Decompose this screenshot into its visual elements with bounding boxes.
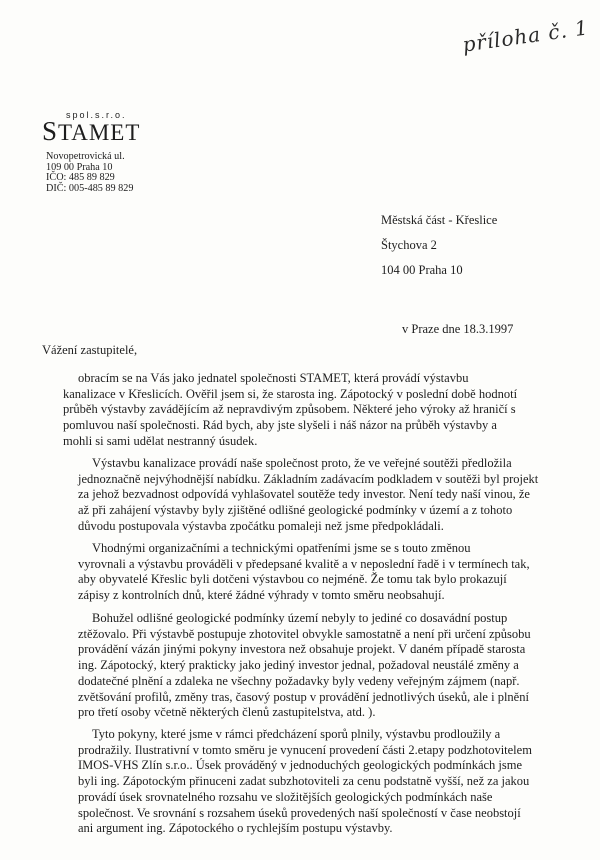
sender-city: 109 00 Praha 10 <box>46 161 113 173</box>
text-line: důvodu postupovala výstavba zpočátku pomaleji než jsme předpokládali. <box>78 518 444 533</box>
text-line: kanalizace v Křeslicích. Ověřil jsem si, že starosta ing. Zápotocký v poslední době hodnotí <box>63 386 518 401</box>
sender-dic: DIČ: 005-485 89 829 <box>46 182 134 194</box>
sender-address <box>46 152 133 194</box>
text-line: obracím se na Vás jako jednatel společnosti STAMET, která provádí výstavbu <box>78 371 469 385</box>
text-line: Bohužel odlišné geologické podmínky území nebyly to jediné co dosavádní postup <box>92 611 508 625</box>
company-form-label: spol.s.r.o. <box>66 110 127 120</box>
text-line: ztěžovalo. Při výstavbě postupuje zhotovitel obvykle samostatně a není při určení způsobu <box>78 626 531 641</box>
recipient-street: Štychova 2 <box>381 238 437 252</box>
text-line: Tyto pokyny, které jsme v rámci předcházení sporů plnily, výstavbu prodloužily a <box>92 727 501 741</box>
logo-initial: S <box>42 116 59 146</box>
text-line: pomluvou naší společnosti. Rád bych, aby jste slyšeli i náš názor na průběh výstavby a <box>63 418 497 433</box>
sender-ico: IČO: 485 89 829 <box>46 172 115 183</box>
salutation: Vážení zastupitelé, <box>42 343 138 357</box>
text-line: prodražily. Ilustrativní v tomto směru je vynucení provedení části 2.etapy podzhotovitelem <box>78 742 532 757</box>
paragraph-4 <box>78 611 578 721</box>
text-line: Výstavbu kanalizace provádí naše společnost proto, že ve veřejné soutěži předložila <box>92 456 512 470</box>
text-line: Vhodnými organizačními a technickými opatřeními jsme se s touto změnou <box>92 541 471 555</box>
text-line: až při zahájení výstavby byly zjištěné odlišné geologické podmínky v území a z tohoto <box>78 503 513 518</box>
text-line: ing. Zápotocký, který prakticky jako jediný investor jednal, požadoval neustálé změny a <box>78 658 519 673</box>
sender-street: Novopetrovická ul. <box>46 151 125 162</box>
text-line: dodatečné plnění a zdaleka ne všechny požadavky byly vedeny veřejným zájmem (např. <box>78 673 520 688</box>
paragraph-2 <box>78 456 578 535</box>
text-line: provádění vázán jinými pokyny investora než obsahuje projekt. V daném případě starosta <box>78 642 526 657</box>
handwritten-annotation: příloha č. 1 <box>460 15 591 57</box>
text-line: byli ing. Zápotockým přinuceni zadat subzhotoviteli za cenu podstatně vyšší, než za jakou <box>78 774 530 789</box>
recipient-block <box>381 208 497 283</box>
letter-date: v Praze dne 18.3.1997 <box>402 322 514 336</box>
paragraph-5 <box>78 727 578 837</box>
text-line: společnost. Ve srovnání s rozsahem úseků provedených naší společností v čase neobstojí <box>78 805 521 820</box>
text-line: zápisy z kontrolních dnů, které žádné výhrady v tomto směru neobsahují. <box>78 588 445 603</box>
text-line: ani argument ing. Zápotockého o rychlejším postupu výstavby. <box>78 821 393 836</box>
recipient-city: 104 00 Praha 10 <box>381 263 463 277</box>
text-line: provádí úsek srovnatelného rozsahu ve složitějších geologických podmínkách naše <box>78 789 493 804</box>
text-line: průběh výstavby zavádějícím až nepravdivým způsobem. Některé jeho výroky až hraničí s <box>63 402 516 417</box>
recipient-name: Městská část - Křeslice <box>381 213 498 227</box>
text-line: mohli si sami udělat nestranný úsudek. <box>63 433 258 448</box>
text-line: jednoznačně nejvýhodnější nabídku. Základním zadávacím podkladem v soutěži byl projekt <box>78 471 539 486</box>
text-line: IMOS-VHS Zlín s.r.o.. Úsek prováděný v jednoduchých geologických podmínkách jsme <box>78 758 523 773</box>
text-line: zvětšování profilů, změny tras, časový postup v provádění jednotlivých úseků, ale i plnění <box>78 689 529 704</box>
logo-rest: TAMET <box>58 120 141 145</box>
text-line: za jehož bezvadnost odpovídá vyhlašovatel soutěže tedy investor. Není tedy naší vinou, že <box>78 487 530 502</box>
text-line: vyrovnali a výstavbu prováděli v předepsané kvalitě a v neposlední řadě i v termínech tak, <box>78 556 530 571</box>
paragraph-1 <box>63 371 575 450</box>
company-logo <box>42 116 140 147</box>
text-line: aby obyvatelé Křeslic byli dotčeni výstavbou co nejméně. Že tomu tak bylo prokazují <box>78 572 507 587</box>
paragraph-3 <box>78 541 578 604</box>
text-line: pro třetí osoby včetně některých členů zastupitelstva, atd. ). <box>78 705 376 720</box>
